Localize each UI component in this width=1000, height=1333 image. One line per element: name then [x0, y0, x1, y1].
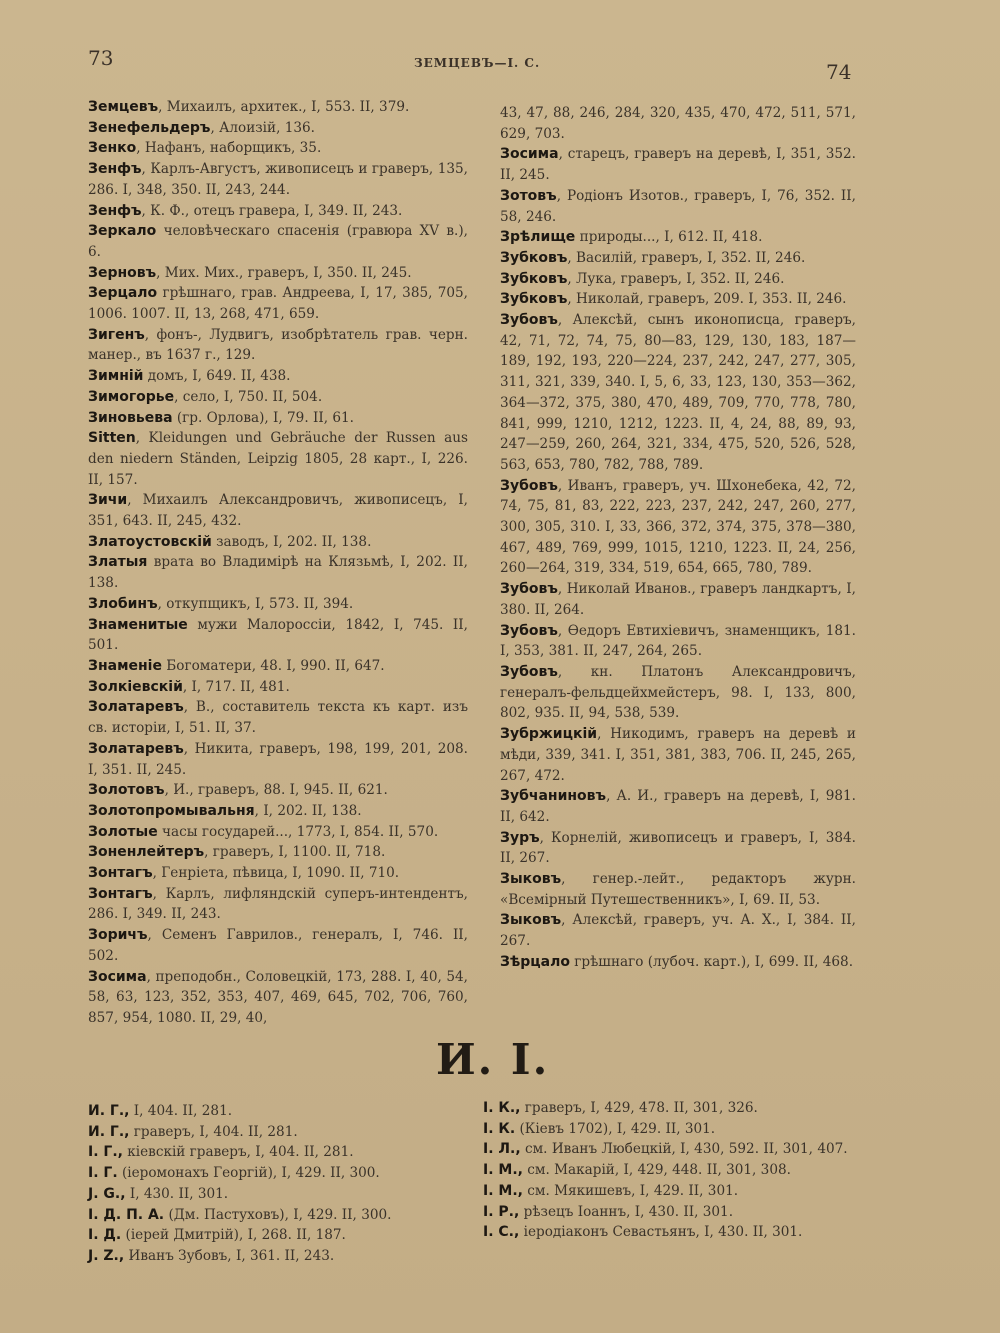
index-entry [88, 1246, 468, 1267]
entry-headword: Зенефельдеръ [88, 119, 211, 136]
index-entry [500, 289, 856, 310]
entry-headword: Зосима [500, 146, 559, 163]
entry-text: , Василій, граверъ, I, 352. II, 246. [567, 249, 806, 266]
index-column-left [88, 97, 468, 1029]
entry-headword: І. Г., [88, 1144, 123, 1161]
index-entry [500, 186, 856, 227]
entry-text: , старецъ, граверъ на деревѣ, I, 351, 352. II, 245. [500, 146, 856, 184]
entry-text: , Корнелій, живописецъ и граверъ, I, 384. II, 267. [500, 829, 856, 867]
entry-text: (іеромонахъ Георгій), I, 429. II, 300. [117, 1165, 380, 1182]
entry-headword: І. Р., [483, 1203, 520, 1220]
entry-text: человѣческаго спасенія (гравюра XV в.), 6. [88, 223, 468, 260]
index-entry [483, 1119, 863, 1140]
entry-headword: Златыя [88, 554, 148, 571]
entry-text: , Михаилъ, архитек., I, 553. II, 379. [158, 99, 410, 115]
entry-text: домъ, I, 649. II, 438. [143, 368, 291, 385]
index-entry [500, 910, 856, 951]
index-entry [88, 325, 468, 366]
index-entry [500, 144, 856, 185]
index-entry [500, 786, 856, 827]
page-number-right: 74 [826, 60, 852, 84]
entry-headword: І. К., [483, 1100, 521, 1116]
index-entry [88, 1122, 468, 1143]
entry-headword: Златоустовскій [88, 533, 212, 550]
entry-headword: Зубовъ [500, 581, 558, 598]
index-entry [88, 1142, 468, 1163]
index-entry [88, 366, 468, 387]
continuation-entry [500, 103, 856, 144]
entry-text: , Генріета, пѣвица, I, 1090. II, 710. [152, 865, 400, 882]
entry-headword: Зимній [88, 368, 144, 385]
entry-headword: Зоненлейтеръ [88, 844, 205, 861]
index-entry [483, 1222, 863, 1243]
entry-text: см. Иванъ Любецкій, I, 430, 592. II, 301, 407. [520, 1141, 848, 1158]
entry-headword: І. М., [483, 1182, 523, 1199]
index-entry [88, 842, 468, 863]
entry-text: , И., граверъ, 88. I, 945. II, 621. [164, 782, 388, 799]
index-entry [88, 490, 468, 531]
index-entry [88, 1184, 468, 1205]
index-entry [88, 159, 468, 200]
entry-text: I, 430. II, 301. [125, 1185, 229, 1202]
entry-headword: Золотопромывальня [88, 802, 255, 819]
entry-headword: І. К. [483, 1120, 516, 1137]
entry-headword: Зубовъ [500, 663, 558, 680]
entry-text: граверъ, I, 404. II, 281. [129, 1123, 298, 1140]
page-number-left: 73 [88, 46, 114, 70]
index-entry [88, 532, 468, 553]
index-entry [88, 221, 468, 262]
index-entry [88, 697, 468, 738]
entry-headword: И. Г., [88, 1123, 130, 1140]
index-entry [88, 263, 468, 284]
entry-text: , А. И., граверъ на деревѣ, I, 981. II, 642. [500, 788, 856, 825]
entry-text: , откупщикъ, I, 573. II, 394. [157, 595, 354, 612]
entry-headword: Зубовъ [500, 312, 558, 329]
entry-headword: Зубковъ [500, 270, 568, 287]
entry-headword: Золатаревъ [88, 699, 184, 716]
index-column-right-entries [500, 144, 856, 972]
index-entry [88, 552, 468, 593]
entry-headword: Золкіевскій [88, 678, 183, 695]
entry-headword: Золатаревъ [88, 740, 184, 757]
entry-text: , Алоизій, 136. [210, 119, 316, 136]
entry-headword: Зенко [88, 140, 137, 157]
entry-headword: Зыковъ [500, 912, 562, 929]
section-column-right [483, 1098, 863, 1243]
entry-text: , генер.-лейт., редакторъ журн. «Всемірный Путешественникъ», I, 69. II, 53. [500, 871, 856, 908]
entry-text: , Николай, граверъ, 209. I, 353. II, 246. [567, 291, 847, 308]
index-entry [88, 387, 468, 408]
entry-headword: І. Л., [483, 1141, 521, 1158]
entry-headword: J. G., [88, 1185, 126, 1202]
entry-text: , Родіонъ Изотов., граверъ, I, 76, 352. II, 58, 246. [500, 187, 856, 225]
entry-text: (Кіевъ 1702), I, 429. II, 301. [515, 1120, 716, 1137]
entry-text: грѣшнаго, грав. Андреева, I, 17, 385, 705, 1006. 1007. II, 13, 268, 471, 659. [88, 285, 468, 323]
entry-headword: Зыковъ [500, 871, 562, 888]
index-column-right [500, 103, 856, 973]
entry-headword: Зубковъ [500, 291, 568, 308]
index-entry [500, 724, 856, 786]
entry-headword: Зубржицкій [500, 726, 598, 743]
entry-headword: Зубовъ [500, 477, 558, 494]
entry-headword: Зонтагъ [88, 865, 153, 882]
index-entry [500, 269, 856, 290]
entry-headword: Зичи [88, 492, 128, 509]
entry-headword: Зосима [88, 968, 147, 985]
index-entry [88, 594, 468, 615]
index-entry [88, 925, 468, 966]
entry-text: см. Мякишевъ, I, 429. II, 301. [522, 1182, 739, 1199]
index-entry [500, 476, 856, 580]
entry-headword: Золотые [88, 823, 158, 840]
entry-headword: Зоричъ [88, 927, 148, 944]
entry-headword: Земцевъ [88, 99, 159, 115]
index-entry [88, 739, 468, 780]
index-entry [500, 579, 856, 620]
entry-text: (Дм. Пастуховъ), I, 429. II, 300. [164, 1206, 392, 1223]
entry-headword: І. М., [483, 1162, 523, 1179]
entry-text: врата во Владимірѣ на Клязьмѣ, I, 202. II, 138. [88, 554, 468, 592]
entry-text: часы государей..., 1773, I, 854. II, 570. [157, 823, 439, 840]
entry-headword: J. Z., [88, 1247, 125, 1264]
entry-text: , К. Ф., отецъ гравера, I, 349. II, 243. [141, 202, 403, 219]
entry-text: , Никодимъ, граверъ на деревѣ и мѣди, 339, 341. I, 351, 381, 383, 706. II, 245, 265, 267, 472. [500, 726, 856, 784]
index-entry [88, 201, 468, 222]
index-entry [88, 408, 468, 429]
entry-text: , Лука, граверъ, I, 352. II, 246. [567, 270, 785, 287]
entry-text: грѣшнаго (лубоч. карт.), I, 699. II, 468. [569, 953, 854, 970]
entry-headword: Зенфъ [88, 202, 142, 219]
entry-headword: Зеркало [88, 223, 157, 240]
index-entry [88, 118, 468, 139]
index-entry [88, 780, 468, 801]
entry-text: кіевскій граверъ, I, 404. II, 281. [122, 1144, 354, 1161]
entry-headword: Злобинъ [88, 595, 158, 612]
section-column-left [88, 1101, 468, 1267]
section-title: И. І. [436, 1035, 550, 1084]
index-entry [500, 662, 856, 724]
index-entry [483, 1139, 863, 1160]
index-entry [88, 97, 468, 118]
entry-headword: Зуръ [500, 829, 540, 846]
entry-headword: Зотовъ [500, 187, 557, 204]
entry-headword: Зерцало [88, 285, 158, 302]
entry-headword: Знаменитые [88, 616, 188, 633]
index-entry [500, 952, 856, 973]
index-entry [500, 310, 856, 476]
index-entry [483, 1202, 863, 1223]
entry-text: см. Макарій, I, 429, 448. II, 301, 308. [522, 1162, 791, 1179]
index-entry [88, 1225, 468, 1246]
entry-headword: І. С., [483, 1224, 520, 1241]
entry-headword: Зенфъ [88, 161, 142, 178]
entry-text: , кн. Платонъ Александровичъ, генералъ-фельдцейхмейстеръ, 98. I, 133, 800, 802, 935. II, 94, 538, 539. [500, 663, 856, 722]
entry-text: , Семенъ Гаврилов., генералъ, I, 746. II, 502. [88, 927, 468, 964]
entry-text: , Нафанъ, наборщикъ, 35. [136, 140, 322, 157]
entry-text: Богоматери, 48. I, 990. II, 647. [161, 657, 385, 674]
index-entry [88, 428, 468, 490]
entry-text: , Карлъ-Августъ, живописецъ и граверъ, 135, 286. I, 348, 350. II, 243, 244. [88, 161, 468, 198]
entry-text: , Алексѣй, сынъ иконописца, граверъ, 42, 71, 72, 74, 75, 80—83, 129, 130, 183, 187—189, 192, 193, 220—224, 237, 242, 247, 277, 305, 311, 321, 339, 340. I, 5, 6, 33, 123, 130, 353—362, 364—372, 375, 380, 470, 489, 709, 770, 778, 780, 841, 999, 1210, 1212, 1223. II, 4, 24, 88, 89, 93, 247—259, 260, 264, 321, 334, 475, 520, 526, 528, 563, 653, 780, 782, 788, 789. [500, 312, 856, 473]
entry-text: , Ѳедоръ Евтихіевичъ, знаменщикъ, 181. I, 353, 381. II, 247, 264, 265. [500, 622, 856, 660]
entry-text: , преподобн., Соловецкій, 173, 288. I, 40, 54, 58, 63, 123, 352, 353, 407, 469, 645, 702, 706, 760, 857, 954, 1080. II, 29, 40, [88, 968, 468, 1026]
entry-headword: Зубовъ [500, 622, 558, 639]
entry-text: , В., составитель текста къ карт. изъ св. исторіи, I, 51. II, 37. [88, 699, 468, 737]
index-entry [500, 869, 856, 910]
running-head: ЗЕМЦЕВЪ—І. С. [414, 56, 541, 70]
entry-headword: Зерновъ [88, 264, 157, 281]
entry-text: , Алексѣй, граверъ, уч. А. Х., I, 384. II, 267. [500, 912, 856, 950]
entry-headword: Знаменіе [88, 657, 162, 674]
entry-text: , Михаилъ Александровичъ, живописецъ, I, 351, 643. II, 245, 432. [88, 492, 468, 530]
entry-text: (іерей Дмитрій), I, 268. II, 187. [121, 1227, 346, 1244]
entry-headword: І. Д. [88, 1227, 122, 1244]
entry-text: рѣзецъ Іоаннъ, I, 430. II, 301. [519, 1203, 734, 1220]
entry-headword: Зимогорье [88, 388, 175, 405]
entry-text: , Мих. Мих., граверъ, I, 350. II, 245. [156, 264, 412, 281]
entry-headword: І. Д. П. А. [88, 1206, 165, 1223]
entry-text: , Иванъ, граверъ, уч. Шхонебека, 42, 72, 74, 75, 81, 83, 222, 223, 237, 242, 247, 260, 277, 300, 305, 310. I, 33, 366, 372, 374, 375, 378—380, 467, 489, 769, 999, 1015, 1210, 1223. II, 24, 256, 260—264, 319, 334, 519, 654, 665, 780, 789. [500, 477, 856, 577]
entry-text: , село, I, 750. II, 504. [174, 388, 323, 405]
index-entry [483, 1098, 863, 1119]
index-entry [88, 822, 468, 843]
index-entry [500, 227, 856, 248]
index-entry [88, 863, 468, 884]
index-entry [88, 884, 468, 925]
index-entry [88, 1163, 468, 1184]
entry-text: заводъ, I, 202. II, 138. [211, 533, 372, 550]
index-entry [88, 801, 468, 822]
entry-text: Иванъ Зубовъ, I, 361. II, 243. [124, 1247, 335, 1264]
entry-text: , Никита, граверъ, 198, 199, 201, 208. I, 351. II, 245. [88, 740, 468, 778]
index-entry [88, 615, 468, 656]
entry-text: , I, 202. II, 138. [254, 802, 362, 819]
index-entry [88, 283, 468, 324]
index-entry [88, 967, 468, 1029]
entry-headword: І. Г. [88, 1165, 118, 1182]
entry-headword: Зубковъ [500, 249, 568, 266]
entry-text: , Kleidungen und Gebräuche der Russen aus den niedern Ständen, Leipzig 1805, 28 карт., I, 226. II, 157. [88, 430, 468, 488]
index-entry [483, 1181, 863, 1202]
entry-text: I, 404. II, 281. [129, 1103, 233, 1119]
entry-text: , Николай Иванов., граверъ ландкартъ, I, 380. II, 264. [500, 581, 856, 618]
entry-text: (гр. Орлова), I, 79. II, 61. [172, 409, 354, 426]
index-entry [88, 1101, 468, 1122]
index-entry [483, 1160, 863, 1181]
entry-headword: Зубчаниновъ [500, 788, 607, 805]
index-entry [88, 677, 468, 698]
entry-text: 43, 47, 88, 246, 284, 320, 435, 470, 472, 511, 571, 629, 703. [500, 105, 856, 142]
entry-text: , Карлъ, лифляндскій суперъ-интендентъ, 286. I, 349. II, 243. [88, 885, 468, 923]
entry-text: іеродіаконъ Севастьянъ, I, 430. II, 301. [519, 1224, 803, 1241]
index-entry [88, 138, 468, 159]
entry-headword: Зиновьева [88, 409, 173, 426]
entry-headword: Зигенъ [88, 326, 145, 343]
entry-headword: Sitten [88, 430, 136, 447]
index-entry [88, 656, 468, 677]
index-entry [500, 621, 856, 662]
entry-text: граверъ, I, 429, 478. II, 301, 326. [520, 1100, 758, 1116]
index-entry [500, 248, 856, 269]
entry-text: , граверъ, I, 1100. II, 718. [204, 844, 386, 861]
entry-headword: Зонтагъ [88, 885, 153, 902]
entry-headword: И. Г., [88, 1103, 130, 1119]
entry-headword: Зѣрцало [500, 953, 570, 970]
index-entry [88, 1205, 468, 1226]
entry-headword: Зрѣлище [500, 229, 576, 246]
entry-text: , I, 717. II, 481. [182, 678, 290, 695]
entry-headword: Золотовъ [88, 782, 165, 799]
entry-text: природы..., I, 612. II, 418. [575, 229, 763, 246]
entry-text: , фонъ-, Лудвигъ, изобрѣтатель грав. черн. манер., въ 1637 г., 129. [88, 326, 468, 364]
index-entry [500, 828, 856, 869]
entry-text: мужи Малороссіи, 1842, I, 745. II, 501. [88, 616, 468, 654]
